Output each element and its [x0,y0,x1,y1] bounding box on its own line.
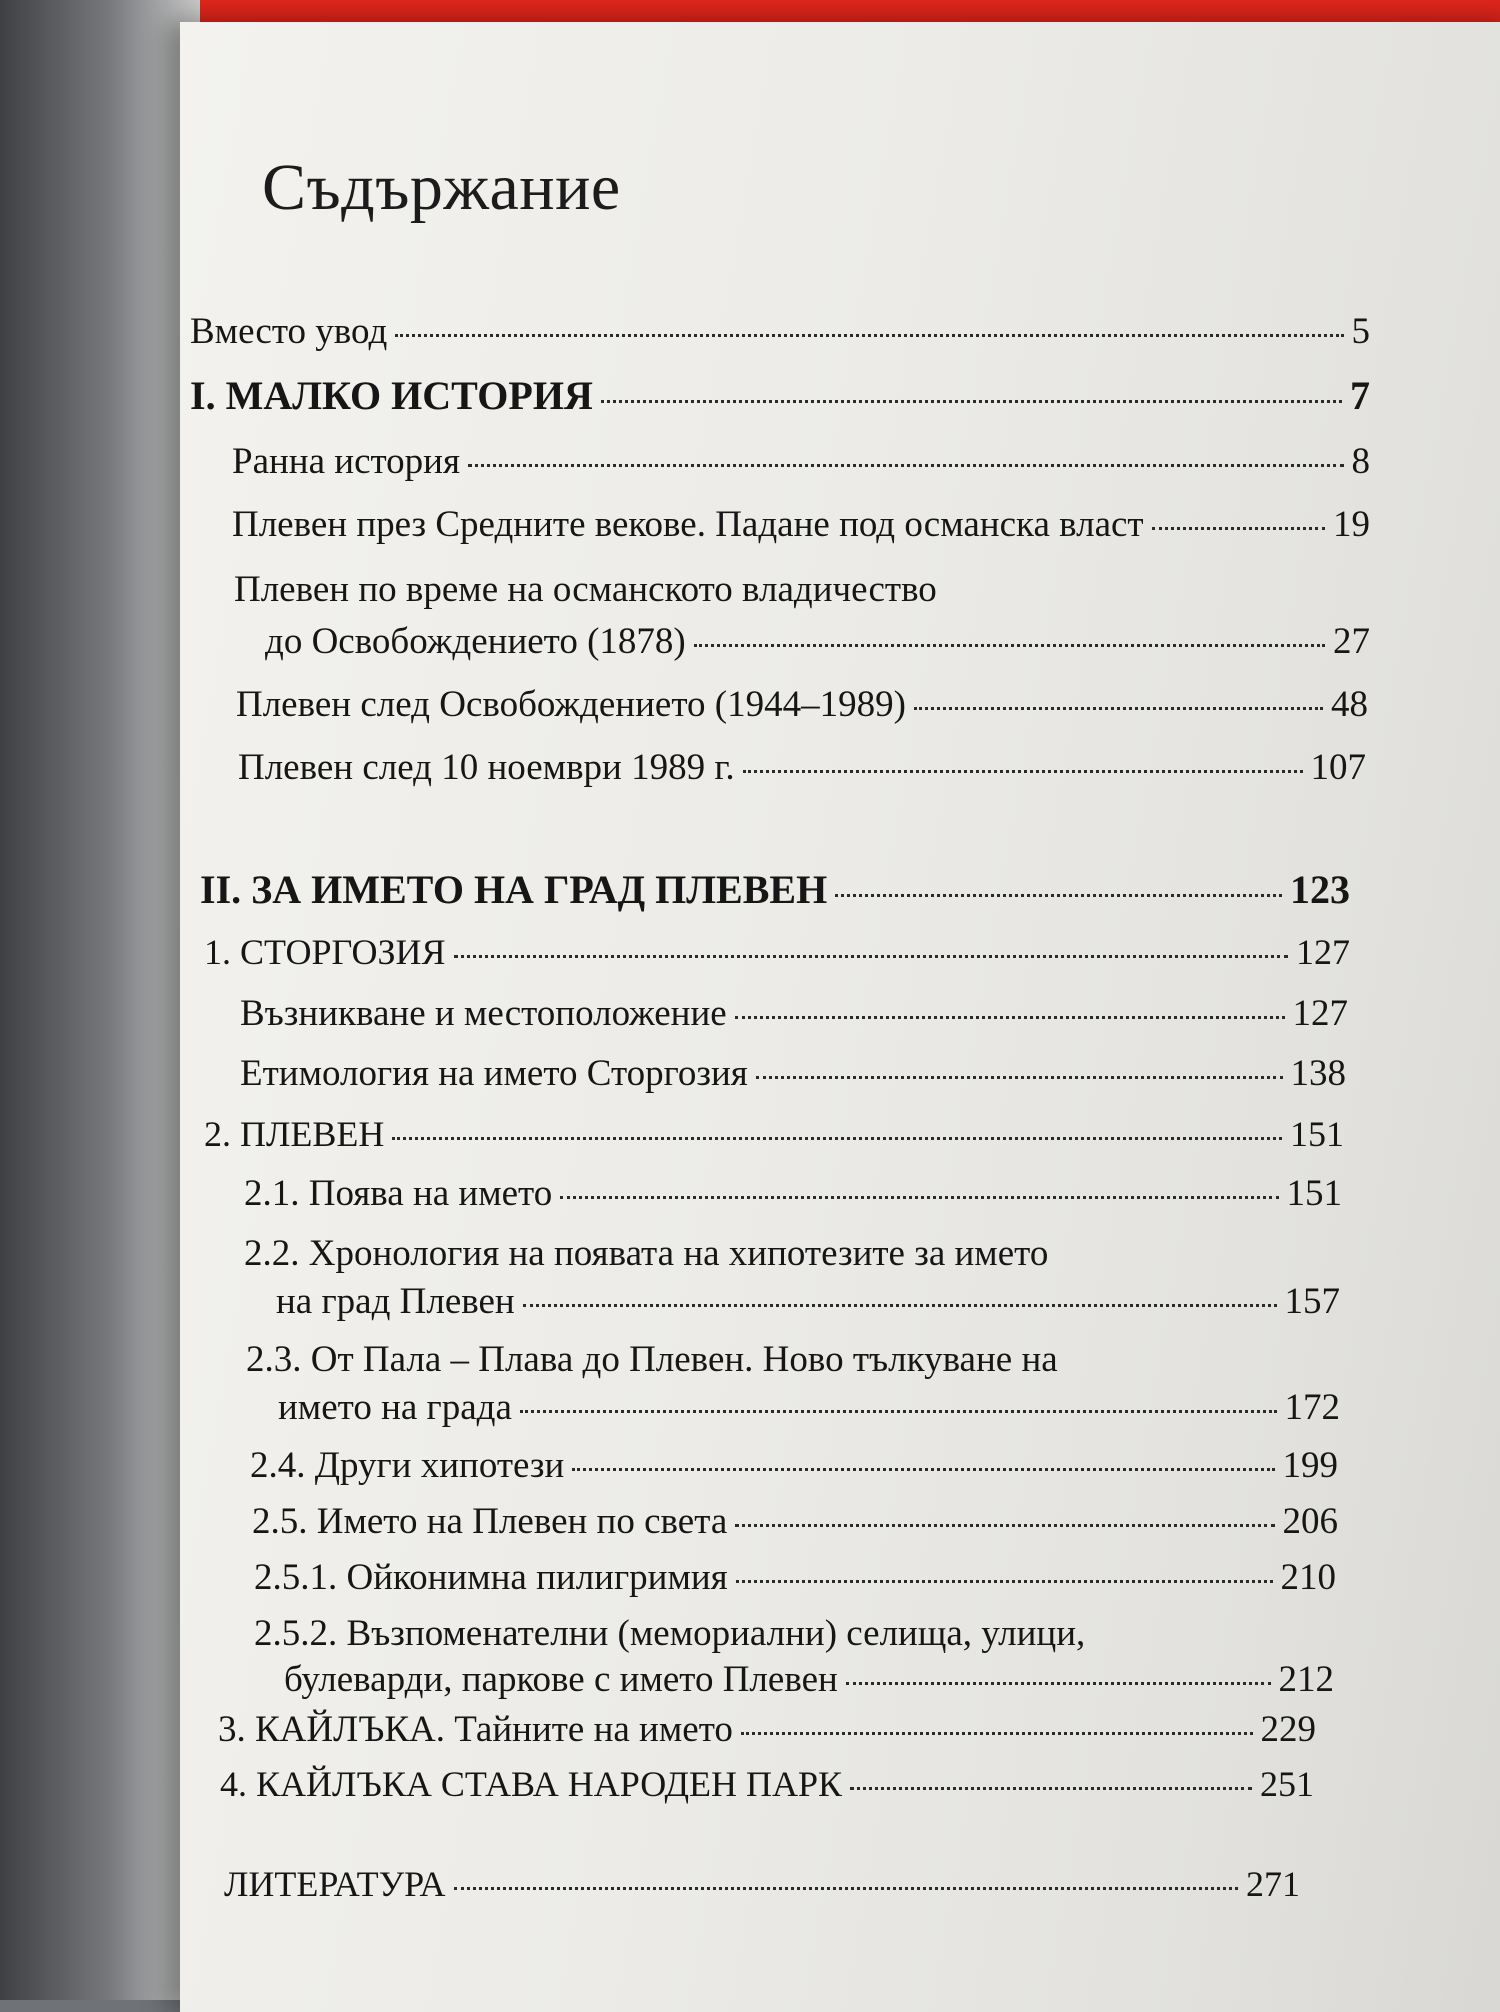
toc-entry-label: 4. КАЙЛЪКА СТАВА НАРОДЕН ПАРК [220,1764,843,1804]
toc-entry-label-line1: 2.3. От Пала – Плава до Плевен. Ново тълкуване на [246,1339,1058,1380]
toc-entry-label: Етимология на името Сторгозия [240,1053,748,1094]
leader-dots [1152,527,1325,530]
book-spine [0,0,200,2000]
toc-entry [204,930,1350,974]
toc-page-number: 127 [1296,932,1350,972]
toc-entry-intro [190,310,1370,354]
leader-dots [741,1732,1253,1735]
leader-dots [835,894,1282,897]
leader-dots [523,1304,1277,1307]
leader-dots [850,1787,1252,1790]
page-title: Съдържание [262,151,621,224]
leader-dots [735,1524,1274,1527]
toc-entry-label: Ранна история [232,441,460,482]
leader-dots [468,464,1344,467]
toc-entry-label-line1: 2.5.2. Възпоменателни (мемориални) селища, улици, [254,1613,1086,1654]
toc-entry [240,1052,1346,1096]
leader-dots [846,1682,1271,1685]
toc-entry-label: до Освобождението (1878) [265,621,686,662]
toc-entry-label: 2.4. Други хипотези [250,1445,565,1486]
leader-dots [572,1468,1274,1471]
toc-page-number: 138 [1290,1053,1346,1094]
toc-entry-label: името на града [278,1387,512,1428]
toc-entry [232,440,1370,484]
toc-entry [236,683,1368,727]
leader-dots [914,707,1323,710]
toc-entry-label: булеварди, паркове с името Плевен [284,1659,838,1700]
toc-entry-label: 2.1. Поява на името [244,1173,553,1214]
toc-entry-label: Плевен след 10 ноември 1989 г. [238,747,735,788]
toc-page-number: 7 [1350,373,1370,418]
toc-page-number: 206 [1282,1501,1338,1542]
toc-entry-label: Плевен през Средните векове. Падане под османска власт [232,504,1144,545]
toc-entry [244,1172,1342,1216]
leader-dots [454,1887,1238,1890]
toc-page-number: 271 [1246,1864,1300,1904]
toc-entry [238,746,1366,790]
leader-dots [736,1580,1273,1583]
toc-entry-label: ЛИТЕРАТУРА [224,1864,446,1904]
toc-page-number: 151 [1290,1114,1344,1154]
toc-entry-label-line1: Плевен по време на османското владичество [234,569,937,610]
toc-entry-label: на град Плевен [276,1281,515,1322]
toc-chapter-2 [200,868,1350,912]
toc-page-number: 123 [1290,867,1350,912]
toc-entry-label: 2.5. Името на Плевен по света [252,1501,728,1542]
toc-entry [220,1762,1314,1806]
leader-dots [735,1016,1285,1019]
toc-entry-label: 2. ПЛЕВЕН [204,1114,385,1154]
toc-page-number: 210 [1280,1557,1336,1598]
toc-page-number: 151 [1286,1173,1342,1214]
toc-entry [252,1500,1338,1544]
leader-dots [520,1410,1277,1413]
toc-page-number: 212 [1278,1659,1334,1700]
toc-page-number: 107 [1310,747,1366,788]
toc-entry [276,1280,1340,1324]
toc-chapter-1 [190,374,1370,418]
leader-dots [743,770,1303,773]
toc-page-number: 27 [1333,621,1370,662]
toc-page-number: 172 [1284,1387,1340,1428]
toc-entry-bibliography [224,1862,1300,1906]
toc-entry [265,620,1370,664]
toc-entry [232,503,1370,547]
toc-entry [250,1444,1338,1488]
toc-entry [240,992,1348,1036]
toc-entry-label: 1. СТОРГОЗИЯ [204,932,446,972]
toc-entry [204,1112,1344,1156]
toc-page-number: 157 [1284,1281,1340,1322]
toc-entry-label: I. МАЛКО ИСТОРИЯ [190,373,593,418]
toc-page-number: 19 [1333,504,1370,545]
toc-entry [284,1658,1334,1702]
toc-entry-label: Плевен след Освобождението (1944–1989) [236,684,906,725]
leader-dots [601,400,1342,403]
toc-page-number: 127 [1292,993,1348,1034]
toc-entry [218,1708,1316,1752]
toc-entry-label: 2.5.1. Ойконимна пилигримия [254,1557,728,1598]
toc-entry-label: 3. КАЙЛЪКА. Тайните на името [218,1709,733,1750]
leader-dots [392,1137,1282,1140]
leader-dots [454,955,1288,958]
toc-entry-label-line1: 2.2. Хронология на появата на хипотезите за името [244,1233,1049,1274]
leader-dots [756,1076,1283,1079]
toc-entry-label: II. ЗА ИМЕТО НА ГРАД ПЛЕВЕН [200,867,828,912]
toc-entry [254,1556,1336,1600]
toc-page-number: 229 [1260,1709,1316,1750]
toc-page-number: 48 [1331,684,1368,725]
toc-page-number: 5 [1351,311,1370,352]
toc-entry-label: Възникване и местоположение [240,993,727,1034]
leader-dots [560,1196,1278,1199]
toc-entry-label: Вместо увод [190,311,388,352]
toc-page-number: 199 [1282,1445,1338,1486]
toc-entry [278,1386,1340,1430]
leader-dots [694,644,1325,647]
toc-page-number: 251 [1260,1764,1314,1804]
leader-dots [395,334,1343,337]
toc-page-number: 8 [1351,441,1370,482]
